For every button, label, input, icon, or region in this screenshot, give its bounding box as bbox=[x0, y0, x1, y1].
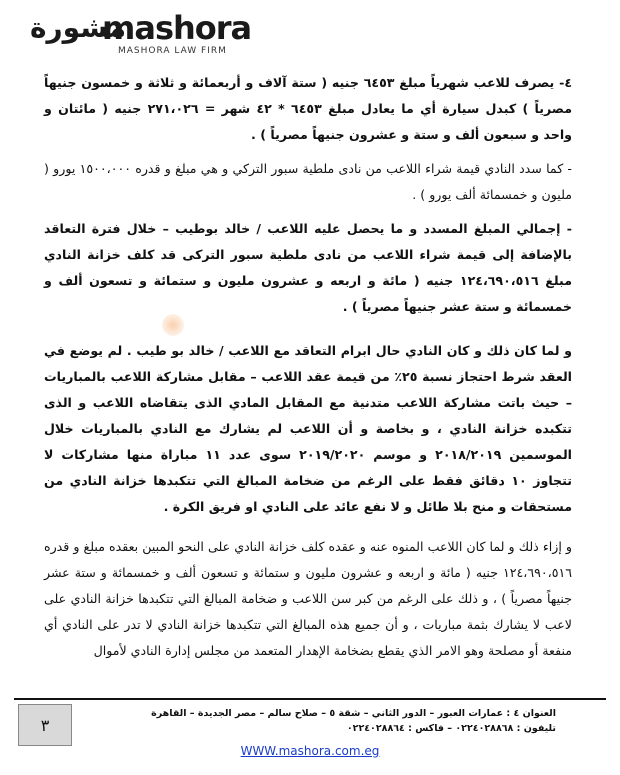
page-number-text: ٣ bbox=[40, 715, 50, 735]
phone-fax-line: تليفون : ٠٢٢٤٠٢٨٨٦٨ – فاكس : ٠٢٢٤٠٢٨٨٦٤ bbox=[346, 723, 556, 734]
logo-english: mashora bbox=[102, 9, 252, 47]
paragraph-transfer-fee: - كما سدد النادي قيمة شراء اللاعب من نادى ملطية سبور التركي و هي مبلغ و قدره ١٥٠٠،٠٠٠ يورو ( مليون و خمسمائة ألف يورو ) . bbox=[44, 161, 572, 202]
paragraph-car-allowance: ٤- يصرف للاعب شهرياً مبلغ ٦٤٥٣ جنيه ( ستة آلاف و أربعمائة و ثلاثة و خمسون جنيهاً مصرياً ) كبدل سيارة أي ما يعادل مبلغ ٦٤٥٣ * ٤٢ شهر = ٢٧١،٠٢٦ جنيه ( مائتان و واحد و سبعون ألف و ستة و عشرون جنيهاً مصرياً ) . bbox=[44, 75, 572, 142]
website-link[interactable]: WWW.mashora.com.eg bbox=[240, 744, 380, 758]
page-number bbox=[18, 704, 72, 746]
document-body bbox=[44, 70, 572, 664]
paragraph-contract-terms: و لما كان ذلك و كان النادي حال ابرام التعاقد مع اللاعب / خالد بو طيب . لم يوضع في العقد شرط احتجاز نسبة ٢٥٪ من قيمة عقد اللاعب – مقابل مشاركة اللاعب بالمباريات – حيث باتت مشاركة اللاعب متدنية مع المقابل المادي الذى يتقاضاه اللاعب و الذى تتكبده خزانة النادي ، و بخاصة و أن اللاعب لم يشارك مع النادي بالمباريات خلال الموسمين ٢٠١٨/٢٠١٩ و موسم ٢٠١٩/٢٠٢٠ سوى عدد ١١ مباراة منها مشاركات لا تتجاوز ١٠ دقائق فقط على الرغم من ضخامة المبالغ التي تتكبدها خزانة النادي من مستحقات و منح بلا طائل و لا نفع عائد على النادي او فريق الكرة . bbox=[44, 343, 572, 514]
logo-subtitle: MASHORA LAW FIRM bbox=[118, 46, 227, 56]
firm-logo bbox=[30, 6, 252, 62]
logo-arabic: مشورة bbox=[30, 11, 127, 44]
address-line: العنوان ٤ : عمارات العبور – الدور الثاني – شقة ٥ – صلاح سالم – مصر الجديدة – القاهرة bbox=[151, 708, 556, 719]
footer-address bbox=[116, 706, 556, 736]
footer-divider bbox=[14, 698, 606, 700]
paragraph-conclusion: و إزاء ذلك و لما كان اللاعب المنوه عنه و عقده كلف خزانة النادي على النحو المبين بعقده مبلغ و قدره ١٢٤،٦٩٠،٥١٦ جنيه ( مائة و اربعه و عشرون مليون و ستمائة و تسعون ألف و خمسمائة و ستة عشر جنيهاً مصرياً ) ، و ذلك على الرغم من كبر سن اللاعب و ضخامة المبالغ التي تتكبدها خزانة النادي على لاعب لا يشارك بثمة مباريات ، و أن جميع هذه المبالغ التي تتكبدها خزانة النادي لا تدر على النادي أي منفعة أو مصلحة وهو الامر الذي يقطع بضخامة الإهدار المتعمد من مجلس إدارة النادي لأموال bbox=[44, 539, 572, 658]
paragraph-total-amount: - إجمالي المبلغ المسدد و ما يحصل عليه اللاعب / خالد بوطيب – خلال فترة التعاقد بالإضافة إلى قيمة شراء اللاعب من نادى ملطية سبور التركى قد كلف خزانة النادي مبلغ ١٢٤،٦٩٠،٥١٦ جنيه ( مائة و اربعه و عشرون مليون و ستمائة و تسعون ألف و خمسمائة و ستة عشر جنيهاً مصرياً ) . bbox=[44, 221, 572, 314]
